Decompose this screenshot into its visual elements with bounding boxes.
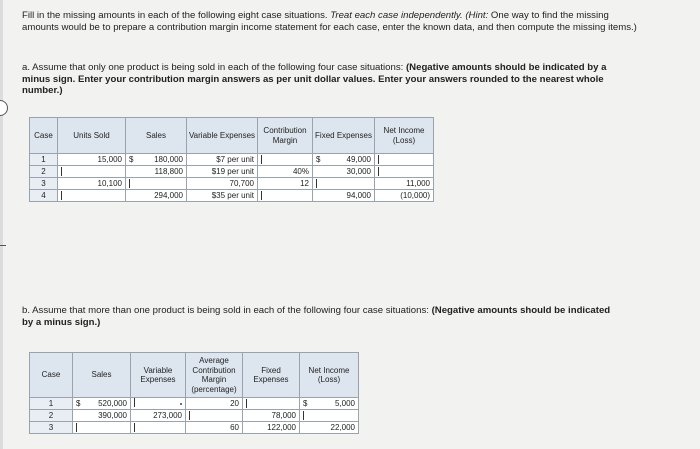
units-sold-cell <box>58 154 126 166</box>
case-cell <box>30 410 73 422</box>
part-b-instructions <box>22 305 622 328</box>
fixed-expenses-cell[interactable] <box>313 178 375 190</box>
part-a-bold: (Negative amounts should be indicated by a minus sign. Enter your contribution margin answers as per unit dollar values. Enter your answers rounded to the nearest whole number.) <box>22 62 607 96</box>
input-cursor[interactable] <box>258 155 262 164</box>
input-cursor[interactable] <box>131 398 135 407</box>
table-row <box>30 190 434 202</box>
header-variable-expenses: Variable Expenses <box>187 118 258 154</box>
variable-expenses-cell-value: $35 per unit <box>211 191 254 200</box>
contribution-margin-cell-value: 12 <box>300 179 309 188</box>
net-income-cell-value: (10,000) <box>400 191 430 200</box>
units-sold-cell[interactable] <box>58 166 126 178</box>
instructions-text <box>22 10 647 33</box>
average-contribution-margin-cell <box>186 398 243 410</box>
fixed-expenses-cell <box>243 422 300 434</box>
sales-cell <box>126 190 187 202</box>
net-income-cell <box>375 178 434 190</box>
table-row <box>30 410 359 422</box>
input-cursor[interactable] <box>131 423 135 432</box>
dollar-sign: $ <box>76 399 81 408</box>
contribution-margin-cell <box>258 166 313 178</box>
variable-expenses-cell[interactable] <box>131 398 186 410</box>
header-variable-expenses: Variable Expenses <box>131 353 186 398</box>
fixed-expenses-cell-value: 49,000 <box>346 155 371 164</box>
input-cursor[interactable] <box>258 191 262 200</box>
case-cell-value: 4 <box>41 191 46 200</box>
input-cursor[interactable] <box>300 411 304 420</box>
variable-expenses-cell-value: 273,000 <box>153 411 182 420</box>
dollar-sign: $ <box>129 155 134 164</box>
intro-italic: Treat each case independently. (Hint: <box>330 10 489 21</box>
sales-cell <box>73 398 131 410</box>
part-a-lead: a. Assume that only one product is being sold in each of the following four case situations: <box>22 62 406 73</box>
variable-expenses-cell-value: $19 per unit <box>211 167 254 176</box>
input-cursor[interactable] <box>186 411 190 420</box>
intro-text-2: One way to find the missing amounts would be to prepare a contribution margin income statement for each case, enter the known data, and then compute the missing items.) <box>22 10 637 33</box>
case-cell <box>30 154 58 166</box>
header-case: Case <box>30 118 58 154</box>
sales-cell-value: 180,000 <box>154 155 183 164</box>
variable-expenses-cell[interactable] <box>131 422 186 434</box>
part-b-bold: (Negative amounts should be indicated by a minus sign.) <box>22 305 611 328</box>
units-sold-cell <box>58 178 126 190</box>
units-sold-cell-value: 10,100 <box>97 179 122 188</box>
input-cursor[interactable] <box>58 167 62 176</box>
dot-marker <box>180 403 182 405</box>
fixed-expenses-cell <box>243 410 300 422</box>
case-cell <box>30 398 73 410</box>
variable-expenses-cell <box>187 154 258 166</box>
header-sales: Sales <box>73 353 131 398</box>
header-net-income: Net Income (Loss) <box>300 353 359 398</box>
dollar-sign: $ <box>303 399 308 408</box>
average-contribution-margin-cell <box>186 422 243 434</box>
sales-cell <box>126 154 187 166</box>
header-contribution-margin: Contribution Margin <box>258 118 313 154</box>
case-cell-value: 1 <box>41 155 46 164</box>
net-income-cell-value: 5,000 <box>334 399 355 408</box>
average-contribution-margin-cell[interactable] <box>186 410 243 422</box>
units-sold-cell-value: 15,000 <box>97 155 122 164</box>
net-income-cell-value: 22,000 <box>330 423 355 432</box>
net-income-cell[interactable] <box>375 154 434 166</box>
table-row <box>30 398 359 410</box>
net-income-cell <box>375 190 434 202</box>
left-edge-strip <box>0 0 3 449</box>
contribution-margin-cell <box>258 178 313 190</box>
intro-text-1: Fill in the missing amounts in each of the following eight case situations. <box>22 10 331 21</box>
fixed-expenses-cell-value: 94,000 <box>346 191 371 200</box>
header-case: Case <box>30 353 73 398</box>
fixed-expenses-cell-value: 78,000 <box>271 411 296 420</box>
net-income-cell <box>300 398 359 410</box>
sales-cell <box>126 166 187 178</box>
variable-expenses-cell <box>187 178 258 190</box>
case-cell <box>30 178 58 190</box>
case-cell-value: 3 <box>48 423 54 432</box>
table-row <box>30 422 359 434</box>
input-cursor[interactable] <box>375 155 379 164</box>
fixed-expenses-cell <box>313 190 375 202</box>
case-cell <box>30 166 58 178</box>
case-cell <box>30 190 58 202</box>
case-cell-value: 1 <box>48 399 54 408</box>
case-cell-value: 3 <box>41 179 46 188</box>
case-cell-value: 2 <box>41 167 46 176</box>
table-row <box>30 178 434 190</box>
part-b-table <box>29 352 359 434</box>
part-a-instructions <box>22 62 612 97</box>
header-units-sold: Units Sold <box>58 118 126 154</box>
case-cell <box>30 422 73 434</box>
contribution-margin-cell[interactable] <box>258 190 313 202</box>
average-contribution-margin-cell-value: 20 <box>230 399 239 408</box>
table-row <box>30 154 434 166</box>
header-fixed-expenses: Fixed Expenses <box>313 118 375 154</box>
fixed-expenses-cell <box>313 154 375 166</box>
variable-expenses-cell-value: 70,700 <box>229 179 254 188</box>
variable-expenses-cell-value: $7 per unit <box>216 155 254 164</box>
input-cursor[interactable] <box>126 179 130 188</box>
input-cursor[interactable] <box>313 179 317 188</box>
case-cell-value: 2 <box>48 411 54 420</box>
sales-cell[interactable] <box>126 178 187 190</box>
header-fixed-expenses: Fixed Expenses <box>243 353 300 398</box>
contribution-margin-cell-value: 40% <box>292 167 309 176</box>
header-sales: Sales <box>126 118 187 154</box>
fixed-expenses-cell[interactable] <box>243 398 300 410</box>
table-row <box>30 166 434 178</box>
net-income-cell[interactable] <box>300 410 359 422</box>
fixed-expenses-cell-value: 122,000 <box>267 423 296 432</box>
contribution-margin-cell[interactable] <box>258 154 313 166</box>
fixed-expenses-cell-value: 30,000 <box>346 167 371 176</box>
sales-cell-value: 390,000 <box>98 411 127 420</box>
header-net-income: Net Income (Loss) <box>375 118 434 154</box>
input-cursor[interactable] <box>243 399 247 408</box>
input-cursor[interactable] <box>58 191 62 200</box>
sales-cell-value: 520,000 <box>98 399 127 408</box>
average-contribution-margin-cell-value: 60 <box>230 423 239 432</box>
units-sold-cell[interactable] <box>58 190 126 202</box>
net-income-cell[interactable] <box>375 166 434 178</box>
part-b-lead: b. Assume that more than one product is being sold in each of the following four case situations: <box>22 305 432 316</box>
dollar-sign: $ <box>316 155 321 164</box>
fixed-expenses-cell <box>313 166 375 178</box>
header-average-contribution-margin: Average Contribution Margin (percentage) <box>186 353 243 398</box>
variable-expenses-cell <box>187 190 258 202</box>
sales-cell[interactable] <box>73 422 131 434</box>
sales-cell <box>73 410 131 422</box>
sales-cell-value: 294,000 <box>154 191 183 200</box>
input-cursor[interactable] <box>73 423 77 432</box>
net-income-cell-value: 11,000 <box>406 179 430 188</box>
variable-expenses-cell <box>187 166 258 178</box>
net-income-cell <box>300 422 359 434</box>
side-marker-icon[interactable] <box>0 100 8 116</box>
part-a-table <box>29 117 434 202</box>
input-cursor[interactable] <box>375 167 379 176</box>
sales-cell-value: 118,800 <box>154 167 183 176</box>
variable-expenses-cell <box>131 410 186 422</box>
divider-tick <box>0 245 6 246</box>
